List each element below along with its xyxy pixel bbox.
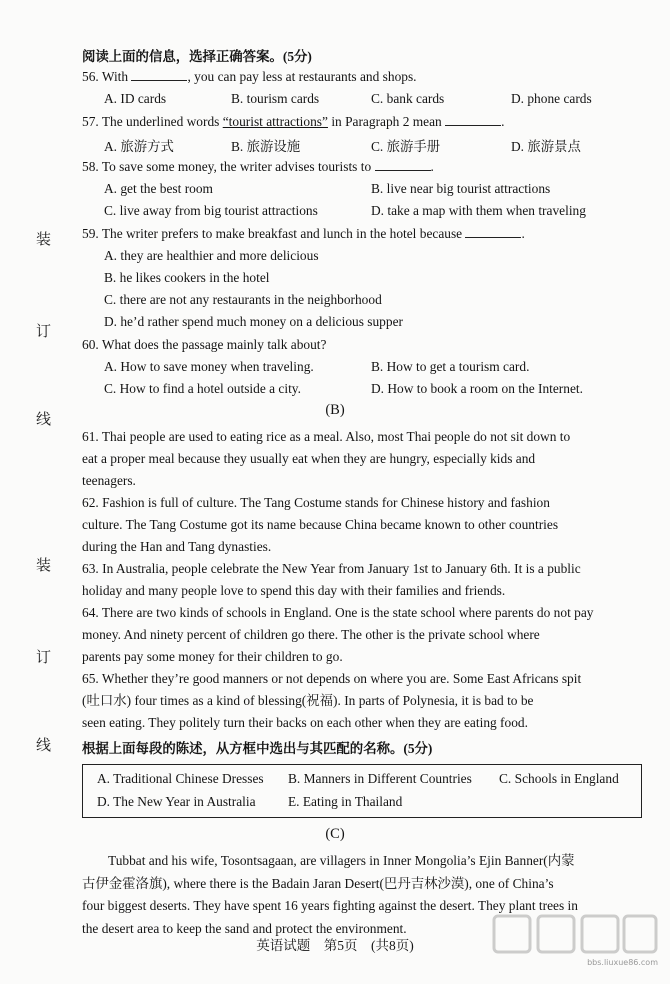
section-b-title: (B) bbox=[325, 402, 345, 418]
paragraph-line: Whether they’re good manners or not depends on where you are. Some East Africans spit bbox=[101, 671, 582, 686]
paragraph-line: In Australia, people celebrate the New Year from January 1st to January 6th. It is a public bbox=[102, 561, 581, 576]
paragraph-number: 63. bbox=[82, 561, 99, 576]
box-option: D. The New Year in Australia bbox=[97, 794, 256, 809]
box-option: C. Schools in England bbox=[499, 771, 619, 786]
option: A. How to save money when traveling. bbox=[104, 359, 314, 374]
paragraph-line: holiday and many people love to spend this day with their families and friends. bbox=[82, 583, 506, 598]
option: B. live near big tourist attractions bbox=[371, 181, 551, 196]
option: D. take a map with them when traveling bbox=[371, 203, 586, 218]
question-text: 57. The underlined words bbox=[82, 114, 220, 129]
paragraph-line: money. And ninety percent of children go there. The other is the private school where bbox=[82, 627, 540, 642]
paragraph-number: 65. bbox=[82, 671, 99, 686]
question-59 bbox=[82, 226, 525, 242]
box-option: E. Eating in Thailand bbox=[288, 794, 403, 809]
binding-char: 装 bbox=[36, 558, 52, 574]
paragraph-line: eat a proper meal because they usually eat when they are hungry, especially kids and bbox=[82, 451, 536, 466]
question-text: , you can pay less at restaurants and shops. bbox=[187, 69, 417, 84]
paragraph-61 bbox=[82, 426, 642, 492]
binding-char: 线 bbox=[36, 412, 52, 428]
paragraph-line: There are two kinds of schools in England. One is the state school where parents do not pay bbox=[101, 605, 594, 620]
option: D. How to book a room on the Internet. bbox=[371, 381, 583, 396]
paragraph-64 bbox=[82, 602, 642, 668]
section-b-instruction: 根据上面每段的陈述，从方框中选出与其匹配的名称。(5分) bbox=[82, 741, 433, 756]
paragraph-line: culture. The Tang Costume got its name because China became known to other countries bbox=[82, 517, 559, 532]
option: B. How to get a tourism card. bbox=[371, 359, 530, 374]
paragraph-line: 古伊金霍洛旗), where there is the Badain Jaran Desert(巴丹吉林沙漠), one of China’s bbox=[82, 875, 554, 891]
option: C. 旅游手册 bbox=[371, 139, 441, 154]
question-text: 59. The writer prefers to make breakfast and lunch in the hotel because bbox=[82, 226, 463, 241]
answer-blank bbox=[131, 69, 187, 81]
option: A. ID cards bbox=[104, 91, 167, 106]
binding-char: 装 bbox=[36, 232, 52, 248]
paragraph-number: 64. bbox=[82, 605, 99, 620]
paragraph-line: teenagers. bbox=[82, 473, 136, 488]
option: B. 旅游设施 bbox=[231, 139, 301, 154]
question-56 bbox=[82, 69, 417, 85]
option: D. 旅游景点 bbox=[511, 139, 581, 154]
section-c-title: (C) bbox=[325, 826, 345, 842]
question-text: in Paragraph 2 mean bbox=[331, 114, 442, 129]
question-57 bbox=[82, 114, 504, 130]
option: D. phone cards bbox=[511, 91, 592, 106]
answer-blank bbox=[445, 114, 501, 126]
option: B. tourism cards bbox=[231, 91, 320, 106]
option: C. bank cards bbox=[371, 91, 445, 106]
paragraph-line: Tubbat and his wife, Tosontsagaan, are villagers in Inner Mongolia’s Ejin Banner(内蒙 bbox=[108, 853, 575, 868]
binding-char: 线 bbox=[36, 738, 52, 754]
binding-char: 订 bbox=[36, 324, 52, 340]
paragraph-number: 62. bbox=[82, 495, 99, 510]
option: D. he’d rather spend much money on a delicious supper bbox=[104, 314, 403, 329]
paragraph-line: four biggest deserts. They have spent 16 years fighting against the desert. They plant trees in bbox=[82, 898, 578, 913]
option: C. live away from big tourist attractions bbox=[104, 203, 318, 218]
option: A. 旅游方式 bbox=[104, 139, 174, 154]
paragraph-line: the desert area to keep the sand and protect the environment. bbox=[82, 920, 407, 936]
option: C. How to find a hotel outside a city. bbox=[104, 381, 301, 396]
option: B. he likes cookers in the hotel bbox=[104, 270, 270, 285]
answer-blank bbox=[375, 159, 431, 171]
paragraph-line: parents pay some money for their children to go. bbox=[82, 649, 343, 664]
options-box bbox=[82, 764, 642, 818]
box-option: B. Manners in Different Countries bbox=[288, 771, 472, 786]
question-text: 58. To save some money, the writer advises tourists to bbox=[82, 159, 372, 174]
page-footer: 英语试题 第5页 (共8页) bbox=[256, 938, 414, 953]
answer-blank bbox=[465, 226, 521, 238]
question-58 bbox=[82, 159, 434, 175]
paragraph-63 bbox=[82, 558, 642, 602]
paragraph-line: seen eating. They politely turn their backs on each other when they are eating food. bbox=[82, 715, 528, 730]
paragraph-number: 61. bbox=[82, 429, 99, 444]
paragraph-line: Thai people are used to eating rice as a meal. Also, most Thai people do not sit down to bbox=[101, 429, 571, 444]
underlined-words: “tourist attractions” bbox=[222, 114, 328, 129]
paragraph-line: (吐口水) four times as a kind of blessing(祝福). In parts of Polynesia, it is bad to be bbox=[82, 693, 534, 708]
paragraph-62 bbox=[82, 492, 642, 558]
question-text: 56. With bbox=[82, 69, 129, 84]
paragraph-line: during the Han and Tang dynasties. bbox=[82, 539, 272, 554]
watermark-url: bbs.liuxue86.com bbox=[587, 958, 658, 967]
option: A. they are healthier and more delicious bbox=[104, 248, 319, 263]
option: C. there are not any restaurants in the neighborhood bbox=[104, 292, 382, 307]
option: A. get the best room bbox=[104, 181, 213, 196]
question-text: . bbox=[501, 114, 505, 129]
question-text: . bbox=[430, 159, 434, 174]
binding-char: 订 bbox=[36, 650, 52, 666]
question-text: . bbox=[521, 226, 525, 241]
paragraph-line: Fashion is full of culture. The Tang Costume stands for Chinese history and fashion bbox=[102, 495, 550, 510]
question-60: 60. What does the passage mainly talk about? bbox=[82, 337, 327, 352]
section-a-instruction: 阅读上面的信息，选择正确答案。(5分) bbox=[82, 49, 312, 64]
box-option: A. Traditional Chinese Dresses bbox=[97, 771, 264, 786]
paragraph-65 bbox=[82, 668, 642, 734]
